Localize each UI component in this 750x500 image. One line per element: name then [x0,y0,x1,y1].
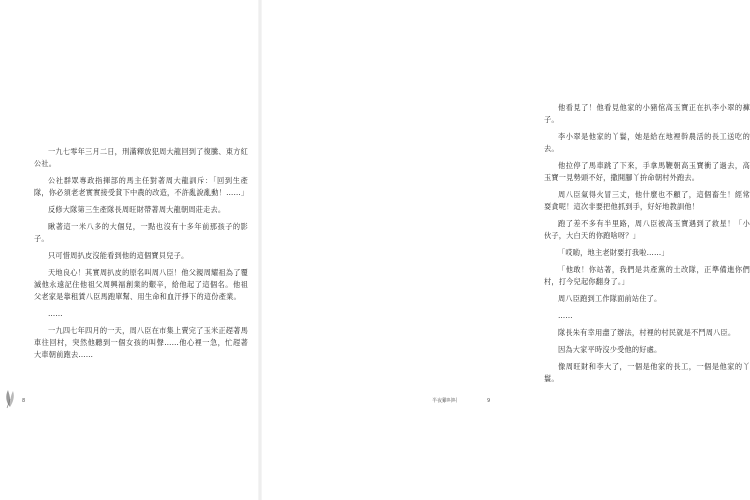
paragraph: 「他敢！你站著，我們是共產黨的土改隊，正準備進你們村，打今兒起你翻身了。」 [544,265,750,286]
page-number: 9 [487,398,491,404]
paragraph: 李小翠是他家的丫鬟，她是給在地裡幹農活的長工送吃的去。 [544,132,750,153]
paragraph: 周八臣氣得火冒三丈，他什麼也不顧了，這個畜生！經常耍貪呢！這次非要把他抓到手，好好地教訓他！ [544,190,750,211]
paragraph: 隊長朱有幸用盡了辦法，村裡的村民就是不鬥周八臣。 [558,328,736,337]
page-number: 8 [22,398,26,404]
left-page-text [34,146,248,361]
paragraph: 公社群眾專政指揮部的馬主任對著周大龍訓斥：「回到生產隊，你必須老老實實接受貧下中農的改造，不許亂說亂動！……」 [34,176,249,197]
paragraph: 只可惜周扒皮沒能看到他的這個寶貝兒子。 [48,251,189,260]
paragraph: 一九四七年四月的一天，周八臣在市集上賣完了玉米正趕著馬車往回村，突然他聽到一個女孩的叫聲……他心裡一急，忙趕著大車朝前跑去…… [34,326,248,359]
paragraph: 周八臣跑到工作隊面前站住了。 [558,294,662,303]
paragraph: 他拉停了馬車跳了下來，手拿馬鞭朝高玉寶衝了過去，高玉寶一見勢頭不好，撒開腳丫拚命朝村外跑去。 [544,161,750,182]
paragraph: 瞅著這一米八多的大個兒，一點也沒有十多年前那孩子的影子。 [34,222,248,243]
paragraph: 反修大隊第三生產隊長周旺財帶著周大龍朝周莊走去。 [48,205,226,214]
paragraph: 像周旺財和李大了，一個是他家的長工，一個是他家的丫鬟。 [544,362,750,383]
paragraph: 天地良心！其實周扒皮的原名叫周八臣！他父親周耀祖為了覆滅他永遠記住他祖父周興福創業的艱辛，給他起了這個名。他祖父老家是靠租賃八臣馬跑單幫、用生命和血汗掙下的這份產業。 [34,268,248,301]
paragraph: 「哎喲，地主老財要打我啦……」 [558,248,669,257]
leaf-ornament-icon [3,385,17,409]
ellipsis-break: …… [558,311,573,320]
paragraph: 因為大家平時沒少受他的好處。 [558,345,662,354]
running-head: 半夜雞叫叫 [432,398,458,404]
paragraph: 一九七零年三月二日，刑滿釋放犯周大龍回到了復騰、東方紅公社。 [34,147,248,168]
right-page-text [544,102,750,385]
paragraph: 他看見了！他看見他家的小豬倌高玉寶正在扒李小翠的褲子。 [544,103,750,124]
right-page [260,0,750,500]
ellipsis-break: …… [48,309,63,318]
paragraph: 跑了差不多有半里路，周八臣被高玉寶遇到了救星！「小伙子，大白天的你跑啥呀？」 [544,219,750,240]
left-page [0,0,260,500]
